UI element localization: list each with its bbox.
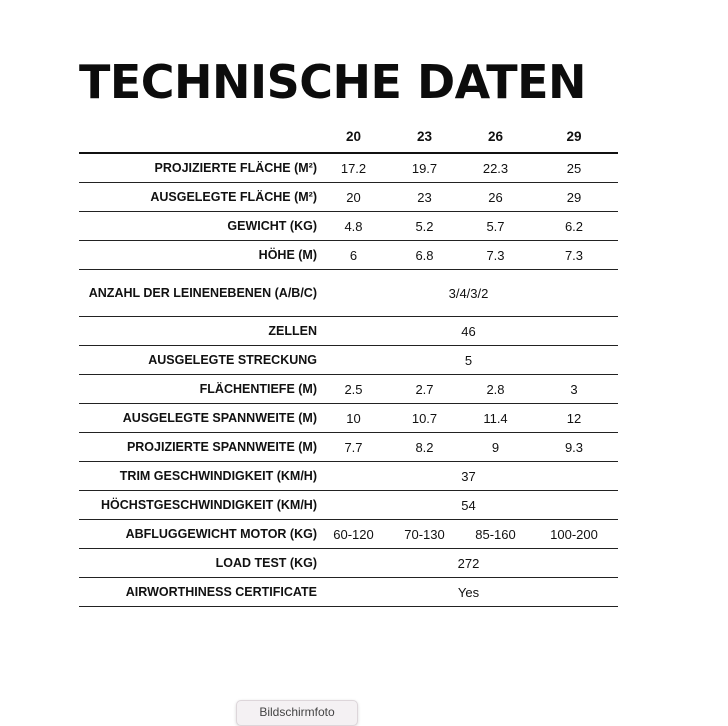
row-value-merged: 37 [319,462,618,491]
row-value: 60-120 [319,520,388,549]
row-label: TRIM GESCHWINDIGKEIT (KM/H) [79,462,319,491]
row-label: LOAD TEST (KG) [79,549,319,578]
header-cell-size-23: 23 [388,120,461,153]
row-value: 70-130 [388,520,461,549]
row-value: 6.2 [530,212,618,241]
header-cell-size-26: 26 [461,120,530,153]
table-body [79,153,618,607]
row-label: PROJIZIERTE SPANNWEITE (M) [79,433,319,462]
row-label: AUSGELEGTE STRECKUNG [79,346,319,375]
table-row [79,375,618,404]
row-label: PROJIZIERTE FLÄCHE (M²) [79,153,319,183]
row-value: 9 [461,433,530,462]
row-value-merged: 5 [319,346,618,375]
specs-table [79,120,618,607]
row-label: FLÄCHENTIEFE (M) [79,375,319,404]
row-value: 5.7 [461,212,530,241]
table-row [79,433,618,462]
table-row [79,462,618,491]
table-row [79,212,618,241]
table-row [79,317,618,346]
header-cell-empty [79,120,319,153]
row-value: 6 [319,241,388,270]
row-value: 8.2 [388,433,461,462]
table-row [79,491,618,520]
row-value: 3 [530,375,618,404]
row-value: 7.3 [461,241,530,270]
screenshot-chip: Bildschirmfoto [236,700,358,726]
table-row [79,270,618,317]
table-header-row [79,120,618,153]
row-value: 10.7 [388,404,461,433]
row-value: 23 [388,183,461,212]
row-value: 4.8 [319,212,388,241]
row-value: 85-160 [461,520,530,549]
row-value: 22.3 [461,153,530,183]
row-value: 12 [530,404,618,433]
row-value: 26 [461,183,530,212]
row-value-merged: 46 [319,317,618,346]
row-value: 2.8 [461,375,530,404]
row-value: 25 [530,153,618,183]
row-label: ZELLEN [79,317,319,346]
row-value: 10 [319,404,388,433]
row-label: AUSGELEGTE SPANNWEITE (M) [79,404,319,433]
table-row [79,549,618,578]
row-value-merged: 3/4/3/2 [319,270,618,317]
row-value: 100-200 [530,520,618,549]
table-row [79,241,618,270]
table-row [79,346,618,375]
row-value: 20 [319,183,388,212]
row-value: 11.4 [461,404,530,433]
table-row [79,520,618,549]
table-row [79,578,618,607]
page-title: TECHNISCHE DATEN [79,55,587,109]
row-value: 2.7 [388,375,461,404]
row-label: ABFLUGGEWICHT MOTOR (KG) [79,520,319,549]
header-cell-size-20: 20 [319,120,388,153]
row-label: HÖHE (M) [79,241,319,270]
row-label: AIRWORTHINESS CERTIFICATE [79,578,319,607]
table-row [79,183,618,212]
row-value-merged: Yes [319,578,618,607]
header-cell-size-29: 29 [530,120,618,153]
table-row [79,404,618,433]
row-label: ANZAHL DER LEINENEBENEN (A/B/C) [79,270,319,317]
row-label: HÖCHSTGESCHWINDIGKEIT (KM/H) [79,491,319,520]
row-value-merged: 272 [319,549,618,578]
row-label: GEWICHT (KG) [79,212,319,241]
row-value: 29 [530,183,618,212]
row-value: 7.7 [319,433,388,462]
row-value: 17.2 [319,153,388,183]
row-value: 5.2 [388,212,461,241]
row-label: AUSGELEGTE FLÄCHE (M²) [79,183,319,212]
row-value: 19.7 [388,153,461,183]
row-value: 6.8 [388,241,461,270]
row-value-merged: 54 [319,491,618,520]
row-value: 9.3 [530,433,618,462]
row-value: 7.3 [530,241,618,270]
row-value: 2.5 [319,375,388,404]
table-row [79,153,618,183]
